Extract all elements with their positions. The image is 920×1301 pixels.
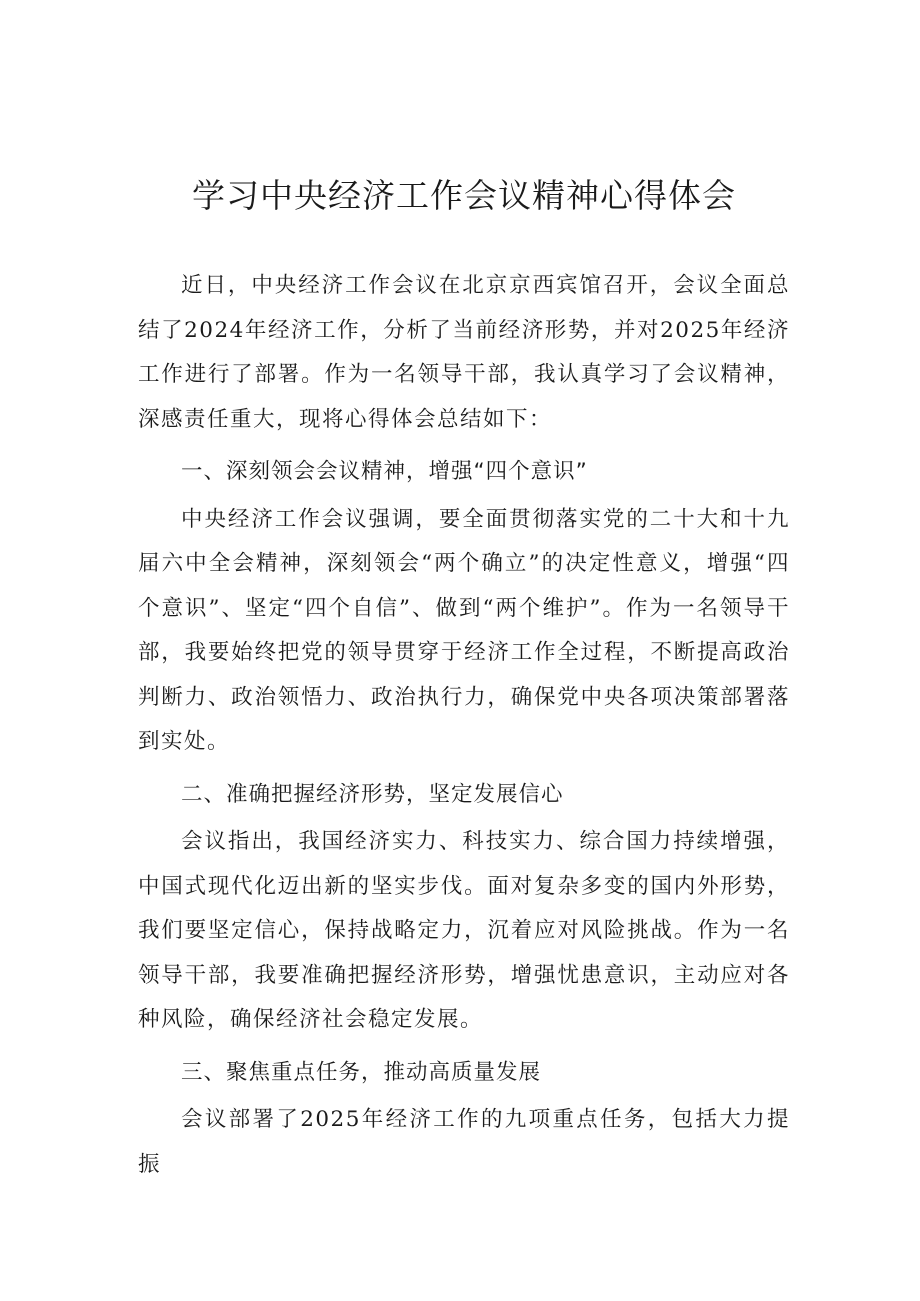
- section-spacer: [138, 765, 790, 771]
- section-1-heading: 一、深刻领会会议精神，增强“四个意识”: [181, 459, 588, 484]
- section-1-paragraph: 中央经济工作会议强调，要全面贯彻落实党的二十大和十九届六中全会精神，深刻领会“两个确立”的决定性意义，增强“四个意识”、坚定“四个自信”、做到“两个维护”。作为一名领导干部，我要始终把党的领导贯穿于经济工作全过程，不断提高政治判断力、政治领悟力、政治执行力，确保党中央各项决策部署落到实处。: [138, 506, 790, 754]
- section-3-heading: 三、聚焦重点任务，推动高质量发展: [181, 1059, 542, 1085]
- section-2-paragraph: 会议指出，我国经济实力、科技实力、综合国力持续增强，中国式现代化迈出新的坚实步伐。面对复杂多变的国内外形势，我们要坚定信心，保持战略定力，沉着应对风险挑战。作为一名领导干部，我要准确把握经济形势，增强忧患意识，主动应对各种风险，确保经济社会稳定发展。: [138, 829, 790, 1032]
- intro-paragraph: 近日，中央经济工作会议在北京京西宾馆召开，会议全面总结了2024年经济工作，分析了当前经济形势，并对2025年经济工作进行了部署。作为一名领导干部，我认真学习了会议精神，深感责任重大，现将心得体会总结如下：: [138, 273, 790, 432]
- section-2-heading: 二、准确把握经济形势，坚定发展信心: [181, 781, 564, 807]
- document-body: [138, 170, 790, 1187]
- section-3-paragraph: 会议部署了2025年经济工作的九项重点任务，包括大力提振: [138, 1107, 790, 1177]
- section-spacer: [138, 1043, 790, 1049]
- document-title: 学习中央经济工作会议精神心得体会: [192, 176, 736, 215]
- section-spacer: [138, 442, 790, 448]
